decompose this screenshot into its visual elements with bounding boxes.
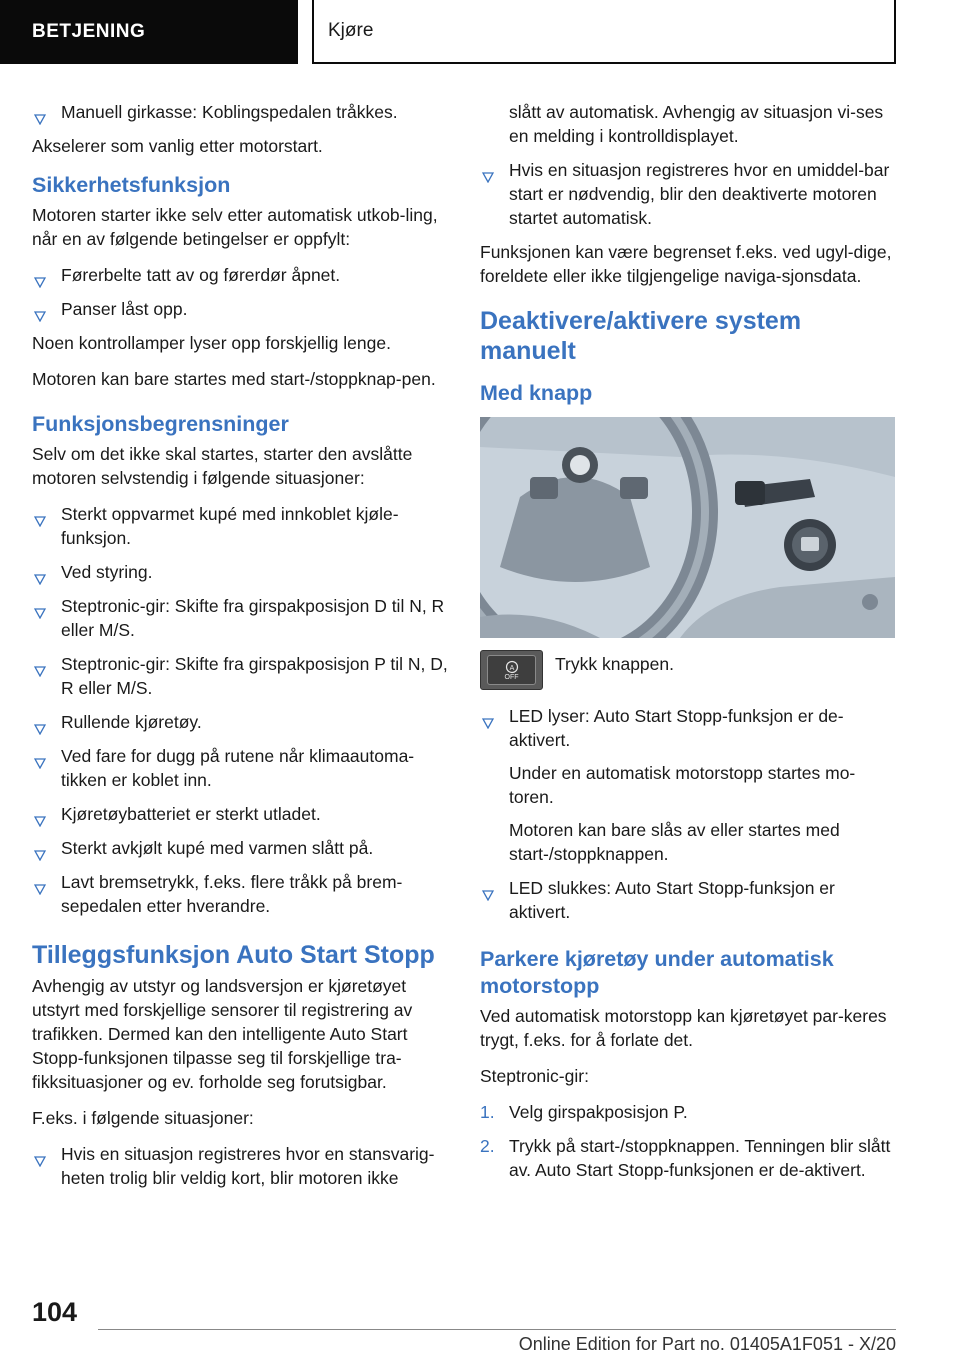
step-number: 1. — [480, 1102, 495, 1122]
limits-list — [32, 502, 450, 918]
list-item: Ved fare for dugg på rutene når klimaautoma-tikken er koblet inn. — [32, 744, 450, 792]
list-item: Steptronic-gir: Skifte fra girspakposisjon P til N, D, R eller M/S. — [32, 652, 450, 700]
paragraph: Akselerer som vanlig etter motorstart. — [32, 136, 323, 156]
section-tab — [0, 0, 298, 64]
triangle-bullet-icon — [34, 567, 46, 591]
paragraph: F.eks. i følgende situasjoner: — [32, 1108, 254, 1128]
step-number: 2. — [480, 1136, 495, 1156]
paragraph: Motoren kan bare startes med start-/stoppknap-pen. — [32, 369, 436, 389]
manual-gear-list — [32, 100, 450, 124]
triangle-bullet-icon — [482, 711, 494, 735]
auto-start-stop-button-icon — [480, 650, 543, 690]
triangle-bullet-icon — [34, 877, 46, 901]
edition-footer: Online Edition for Part no. 01405A1F051 - X/20 — [518, 1334, 896, 1354]
list-subparagraph: Motoren kan bare slås av eller startes med start-/stoppknappen. — [509, 820, 840, 864]
paragraph: Motoren starter ikke selv etter automatisk utkob-ling, når en av følgende betingelser er oppfylt: — [32, 205, 438, 249]
paragraph: Avhengig av utstyr og landsversjon er kjøretøyet utstyrt med forskjellige sensorer til registrering av trafikken. Dermed kan den intelligente Auto Start Stopp-funksjonen tilpasse seg til forskjellige tra-fikksituasjoner og ev. forholde seg forutsigbar. — [32, 976, 413, 1092]
page-number: 104 — [32, 1297, 78, 1327]
list-item-continuation: slått av automatisk. Avhengig av situasjon vi-ses en melding i kontrolldisplayet. — [509, 102, 884, 146]
list-item: Lavt bremsetrykk, f.eks. flere tråkk på brem-sepedalen etter hverandre. — [32, 870, 450, 918]
step-item: 1. Velg girspakposisjon P. — [480, 1102, 688, 1122]
paragraph: Ved automatisk motorstopp kan kjøretøyet par-keres trygt, f.eks. for å forlate det. — [480, 1006, 887, 1050]
list-item: Panser låst opp. — [32, 297, 450, 321]
heading-deactivate: Deaktivere/aktivere system manuelt — [480, 307, 802, 365]
chapter-header — [312, 0, 896, 64]
button-off-label: OFF — [504, 673, 519, 681]
addon-list — [32, 1142, 450, 1190]
left-column — [32, 100, 450, 1200]
triangle-bullet-icon — [34, 270, 46, 294]
paragraph: Steptronic-gir: — [480, 1066, 589, 1086]
safety-list — [32, 263, 450, 321]
chapter-title: Kjøre — [328, 20, 374, 41]
list-item: Steptronic-gir: Skifte fra girspakposisjon D til N, R eller M/S. — [32, 594, 450, 642]
triangle-bullet-icon — [34, 809, 46, 833]
led-list — [480, 704, 898, 924]
paragraph: Noen kontrollamper lyser opp forskjellig lenge. — [32, 333, 391, 353]
list-item: Kjøretøybatteriet er sterkt utladet. — [32, 802, 450, 826]
triangle-bullet-icon — [34, 717, 46, 741]
heading-addon: Tilleggsfunksjon Auto Start Stopp — [32, 941, 435, 969]
triangle-bullet-icon — [34, 304, 46, 328]
list-item: Hvis en situasjon registreres hvor en umiddel-bar start er nødvendig, blir den deaktiverte motoren startet automatisk. — [480, 158, 898, 230]
list-item: Sterkt oppvarmet kupé med innkoblet kjøle-funksjon. — [32, 502, 450, 550]
heading-park: Parkere kjøretøy under automatisk motorstopp — [480, 947, 834, 998]
right-column — [480, 100, 898, 1192]
list-item: LED slukkes: Auto Start Stopp-funksjon er aktivert. — [480, 876, 898, 924]
svg-text:A: A — [509, 664, 514, 672]
triangle-bullet-icon — [482, 165, 494, 189]
button-instruction — [480, 650, 898, 690]
list-item: Førerbelte tatt av og førerdør åpnet. — [32, 263, 450, 287]
triangle-bullet-icon — [34, 601, 46, 625]
list-item: Rullende kjøretøy. — [32, 710, 450, 734]
list-item: Ved styring. — [32, 560, 450, 584]
triangle-bullet-icon — [34, 509, 46, 533]
list-item: LED lyser: Auto Start Stopp-funksjon er de-aktivert. Under en automatisk motorstopp startes mo-toren. Motoren kan bare slås av eller startes med start-/stoppknappen. — [480, 704, 898, 866]
paragraph: Selv om det ikke skal startes, starter den avslåtte motoren selvstendig i følgende situasjoner: — [32, 444, 413, 488]
triangle-bullet-icon — [34, 751, 46, 775]
footer-divider — [98, 1329, 896, 1330]
heading-safety: Sikkerhetsfunksjon — [32, 173, 231, 197]
steering-wheel-figure — [480, 417, 895, 638]
step-item: 2. Trykk på start-/stoppknappen. Tenningen blir slått av. Auto Start Stopp-funksjonen er de-aktivert. — [480, 1136, 891, 1180]
button-caption: Trykk knappen. — [555, 654, 674, 674]
list-item: Hvis en situasjon registreres hvor en stansvarig-heten trolig blir veldig kort, blir motoren ikke — [32, 1142, 450, 1190]
triangle-bullet-icon — [34, 1149, 46, 1173]
triangle-bullet-icon — [34, 843, 46, 867]
paragraph: Funksjonen kan være begrenset f.eks. ved ugyl-dige, foreldete eller ikke tilgjengelige naviga-sjonsdata. — [480, 242, 892, 286]
addon-list-2 — [480, 158, 898, 230]
heading-limits: Funksjonsbegrensninger — [32, 412, 289, 436]
list-item: Sterkt avkjølt kupé med varmen slått på. — [32, 836, 450, 860]
triangle-bullet-icon — [482, 883, 494, 907]
triangle-bullet-icon — [34, 107, 46, 131]
list-subparagraph: Under en automatisk motorstopp startes mo-toren. — [509, 763, 856, 807]
heading-with-button: Med knapp — [480, 381, 593, 405]
steps-list — [480, 1100, 898, 1182]
list-item: Manuell girkasse: Koblingspedalen tråkkes. — [32, 100, 450, 124]
triangle-bullet-icon — [34, 659, 46, 683]
section-title: BETJENING — [32, 21, 146, 42]
